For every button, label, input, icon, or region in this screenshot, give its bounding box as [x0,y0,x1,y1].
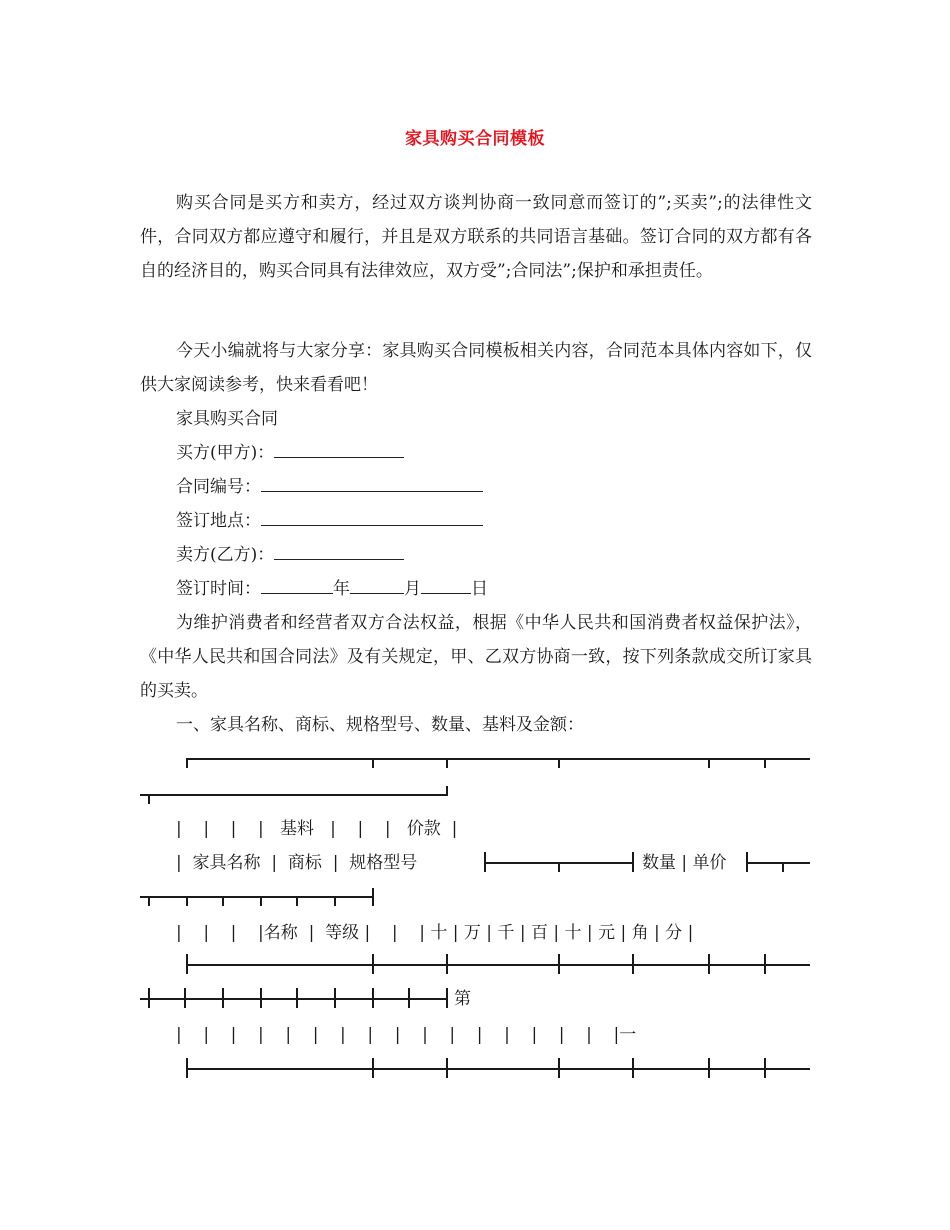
day-blank [421,575,471,594]
table-tick [148,794,150,804]
table-tick [372,888,374,906]
header-base-name: 名称 [263,923,298,943]
table-tick [708,954,710,974]
table-yi-label: 一 [619,1025,637,1045]
year-blank [261,575,333,594]
table-rule-3 [140,896,372,898]
section-1-heading: 一、家具名称、商标、规格型号、数量、基料及金额： [176,715,584,735]
table-tick [782,862,784,872]
table-tick [446,758,448,768]
header-grade: 等级 [325,923,360,943]
table-header-row-1: | | | | 基料 | | | 价款 | [176,819,458,839]
table-di-label: 第 [454,989,471,1009]
header-base: 基料 [279,819,314,839]
sign-place-blank [261,507,483,526]
table-tick [764,954,766,974]
table-tick [372,758,374,768]
contract-no-label: 合同编号： [176,477,261,497]
seller-blank [274,541,404,560]
table-header-row-2: | 家具名称 | 商标 | 规格型号 [176,853,418,873]
preamble-paragraph: 为维护消费者和经营者双方合法权益，根据《中华人民共和国消费者权益保护法》，《中华人民共和国合同法》及有关规定，甲、乙双方协商一致，按下列条款成交所订家具的买卖。 [140,613,812,701]
unit-label: 元 [598,923,616,943]
table-tick [372,954,374,974]
table-tick [746,852,748,872]
table-tick [708,1058,710,1078]
table-tick [446,1058,448,1078]
table-tick [558,758,560,768]
table-rule-2 [140,794,446,796]
table-tick [148,988,150,1008]
header-brand: 商标 [287,853,322,873]
unit-label: 百 [530,923,548,943]
table-tick [632,1058,634,1078]
table-tick [222,988,224,1008]
table-tick [186,896,188,906]
unit-label: 十 [430,923,448,943]
sign-place-label: 签订地点： [176,511,261,531]
document-title: 家具购买合同模板 [405,129,545,149]
table-data-row-1: | | | | | | | | | | | | | | | | |一 [176,1025,637,1045]
table-tick [184,988,186,1008]
table-header-row-2-right: 数量 | 单价 [642,853,727,873]
table-tick [186,954,188,974]
day-label: 日 [471,579,488,599]
sign-place-line [176,504,483,538]
table-tick [558,1058,560,1078]
unit-label: 千 [497,923,515,943]
buyer-blank [274,439,404,458]
month-label: 月 [404,579,421,599]
table-rule-6 [186,1068,810,1070]
table-tick [408,988,410,1008]
table-tick [446,786,448,796]
sign-time-label: 签订时间： [176,579,261,599]
contract-no-line [176,470,483,504]
unit-label: 万 [463,923,481,943]
table-tick [372,1058,374,1078]
sign-time-line [176,572,488,606]
table-tick [708,758,710,768]
table-tick [372,988,374,1008]
unit-label: 十 [564,923,582,943]
unit-label: 分 [665,923,683,943]
header-unit: 单价 [692,853,727,873]
table-tick [484,852,486,872]
header-price: 价款 [406,819,441,839]
table-rule-top [186,758,810,760]
table-tick [260,988,262,1008]
seller-line [176,538,404,572]
table-tick [558,954,560,974]
table-tick [632,954,634,974]
intro-paragraph-1: 购买合同是买方和卖方，经过双方谈判协商一致同意而签订的”;买卖”;的法律性文件，合同双方都应遵守和履行，并且是双方联系的共同语言基础。签订合同的双方都有各自的经济目的，购买合同具有法律效应，双方受”;合同法”;保护和承担责任。 [140,193,812,281]
table-tick [764,758,766,768]
table-rule-4 [186,964,810,966]
table-tick [222,896,224,906]
month-blank [350,575,404,594]
table-tick [764,1058,766,1078]
table-tick [186,1058,188,1078]
year-label: 年 [333,579,350,599]
contract-no-blank [261,473,483,492]
table-tick [446,988,448,1008]
buyer-line [176,436,404,470]
table-tick [296,988,298,1008]
table-tick [632,852,634,872]
buyer-label: 买方(甲方)： [176,443,275,463]
table-tick [558,862,560,872]
table-rule-segment [746,862,810,864]
intro-paragraph-2: 今天小编就将与大家分享：家具购买合同模板相关内容，合同范本具体内容如下，仅供大家阅读参考，快来看看吧！ [140,341,812,395]
header-qty: 数量 [642,853,676,873]
header-name: 家具名称 [192,853,261,873]
table-header-row-3: | | | |名称 | 等级 | | | 十 | 万 | 千 | 百 | 十 | 元 | 角 | 分 | [176,923,694,943]
seller-label: 卖方(乙方)： [176,545,275,565]
table-tick [186,758,188,768]
table-tick [296,896,298,906]
table-tick [260,896,262,906]
table-tick [148,896,150,906]
table-tick [334,988,336,1008]
table-tick [446,954,448,974]
header-model: 规格型号 [349,853,418,873]
contract-heading: 家具购买合同 [176,409,278,429]
table-tick [334,896,336,906]
unit-label: 角 [631,923,649,943]
